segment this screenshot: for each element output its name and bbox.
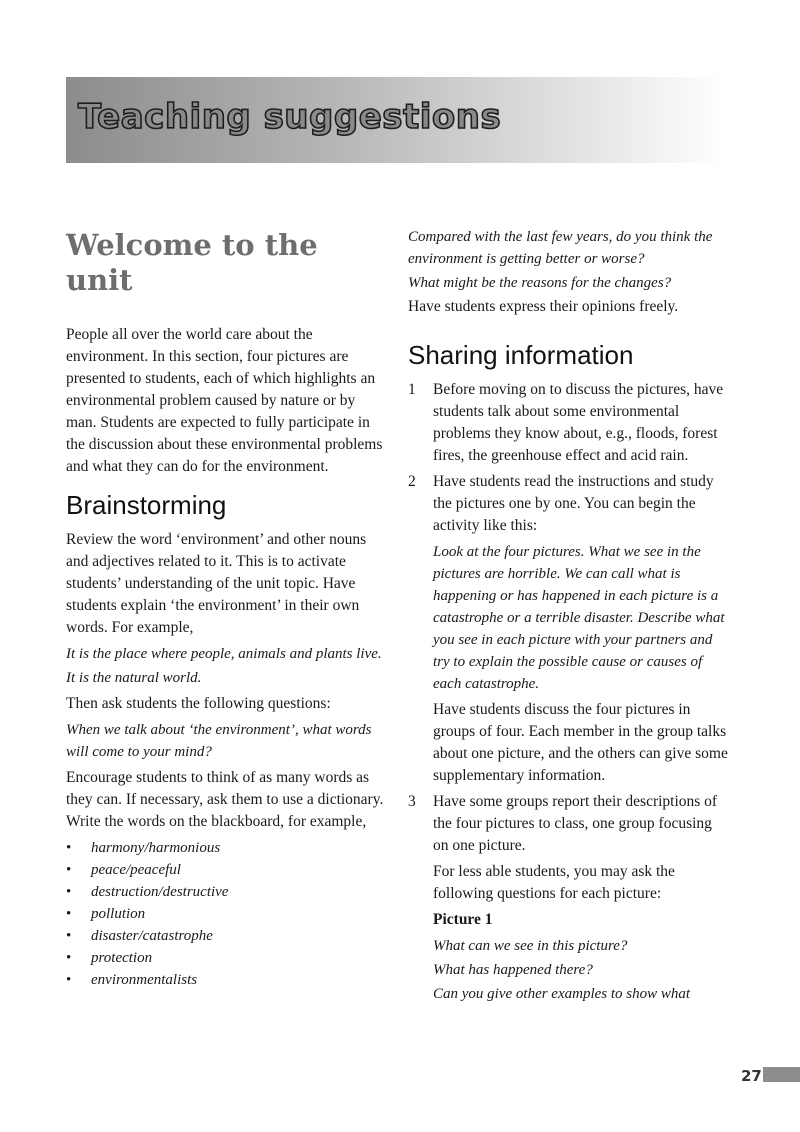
item-number: 1 [408, 381, 416, 399]
numbered-item-3 [408, 791, 728, 1005]
numbered-item-1 [408, 379, 728, 467]
word-list [66, 837, 384, 991]
item-text: Have students read the instructions and study the pictures one by one. You can begin the activity like this: [433, 473, 714, 535]
intro-paragraph: People all over the world care about the environment. In this section, four pictures are presented to students, each of which highlights an environmental problem caused by nature or by man. Students are expected to fully participate in the discussion about these environmental problems and what they can do for the environment. [66, 325, 383, 475]
example-sentence-2: It is the natural world. [66, 669, 202, 686]
question-3: What might be the reasons for the changes? [408, 275, 672, 291]
item-text: Have some groups report their descriptions of the four pictures to class, one group focusing on one picture. [433, 793, 718, 855]
brainstorming-paragraph-1: Review the word ‘environment’ and other nouns and adjectives related to it. This is to activate students’ understanding of the unit topic. Have students explain ‘the environment’ in their own words. For example, [66, 530, 367, 636]
left-column [66, 226, 384, 991]
opinions-paragraph: Have students express their opinions freely. [408, 298, 679, 315]
brainstorming-paragraph-2: Then ask students the following questions: [66, 694, 331, 712]
question-2: Compared with the last few years, do you think the environment is getting better or worse? [408, 229, 713, 267]
list-item: • harmony/harmonious [66, 837, 384, 859]
picture-question: What can we see in this picture? [433, 938, 628, 955]
title-banner [66, 77, 726, 163]
section-heading-welcome: Welcome to the unit [66, 228, 318, 297]
list-item: • protection [66, 947, 384, 969]
page-title: Teaching suggestions [78, 97, 502, 137]
list-item: • disaster/catastrophe [66, 925, 384, 947]
question-1: When we talk about ‘the environment’, what words will come to your mind? [66, 721, 372, 760]
example-sentence-1: It is the place where people, animals and plants live. [66, 645, 382, 662]
picture-label: Picture 1 [433, 911, 493, 929]
teacher-example: Look at the four pictures. What we see in the pictures are horrible. We can call what is happening or has happened in each picture is a catastrophe or a terrible disaster. Describe what you see in each picture with your partners and try to explain the possible cause or causes of each catastrophe. [433, 544, 725, 693]
item-followup: For less able students, you may ask the following questions for each picture: [433, 863, 675, 903]
list-item: • peace/peaceful [66, 859, 384, 881]
item-followup: Have students discuss the four pictures in groups of four. Each member in the group talks about one picture, and the others can give some supplementary information. [433, 701, 728, 785]
brainstorming-paragraph-3: Encourage students to think of as many words as they can. If necessary, ask them to use a dictionary. Write the words on the blackboard, for example, [66, 768, 384, 830]
page-number: 27 [741, 1067, 762, 1085]
page-number-bar [763, 1067, 800, 1082]
item-number: 3 [408, 793, 416, 811]
numbered-item-2 [408, 471, 728, 787]
right-column [408, 226, 728, 1007]
picture-question: Can you give other examples to show what [433, 986, 691, 1003]
item-number: 2 [408, 473, 416, 491]
list-item: • destruction/destructive [66, 881, 384, 903]
picture-question: What has happened there? [433, 962, 593, 979]
section-heading-sharing: Sharing information [408, 340, 634, 370]
list-item: • pollution [66, 903, 384, 925]
section-heading-brainstorming: Brainstorming [66, 489, 227, 520]
list-item: • environmentalists [66, 969, 384, 991]
item-text: Before moving on to discuss the pictures, have students talk about some environmental problems they know about, e.g., floods, forest fires, the greenhouse effect and acid rain. [433, 381, 724, 465]
